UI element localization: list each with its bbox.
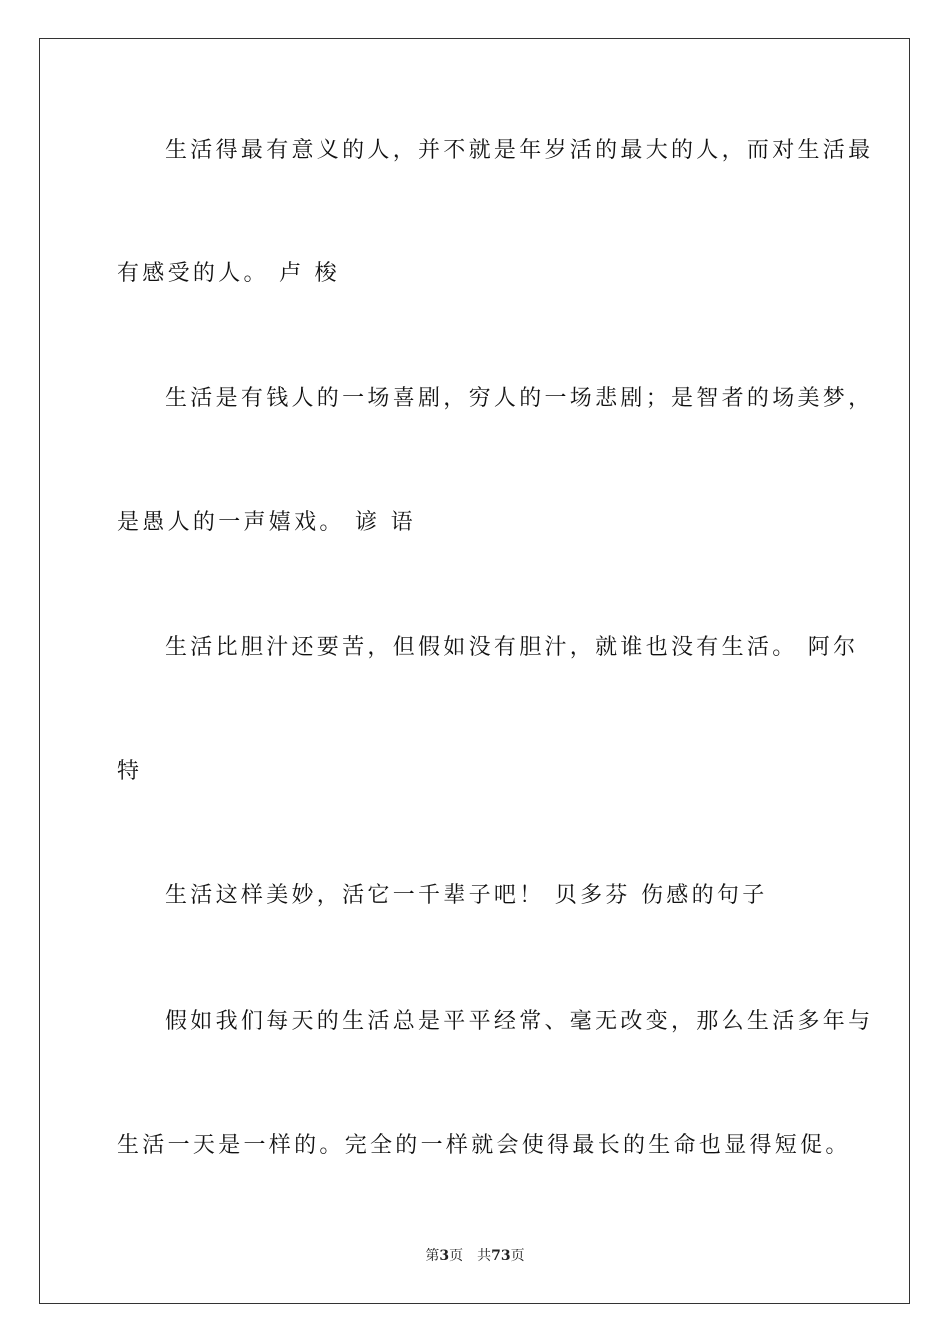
footer-page-number: 3 — [439, 1248, 450, 1264]
paragraph-line-1: 生活得最有意义的人，并不就是年岁活的最大的人，而对生活最 — [165, 138, 874, 163]
paragraph-line-9: 生活一天是一样的。完全的一样就会使得最长的生命也显得短促。 — [117, 1133, 851, 1158]
paragraph-line-4: 是愚人的一声嬉戏。 谚 语 — [117, 510, 416, 535]
paragraph-line-5: 生活比胆汁还要苦，但假如没有胆汁，就谁也没有生活。 阿尔 — [165, 635, 859, 660]
footer-total-prefix: 共 — [477, 1248, 492, 1264]
paragraph-line-2: 有感受的人。 卢 梭 — [117, 261, 340, 286]
page-footer — [0, 1246, 950, 1266]
paragraph-line-6: 特 — [117, 759, 143, 784]
paragraph-line-7: 生活这样美妙，活它一千辈子吧！ 贝多芬 伤感的句子 — [165, 883, 768, 908]
footer-page-prefix: 第 — [425, 1248, 440, 1264]
footer-total-pages: 73 — [491, 1248, 511, 1264]
paragraph-line-8: 假如我们每天的生活总是平平经常、毫无改变，那么生活多年与 — [165, 1009, 874, 1034]
page-frame — [39, 38, 910, 1304]
paragraph-line-3: 生活是有钱人的一场喜剧，穷人的一场悲剧；是智者的场美梦， — [165, 386, 874, 411]
footer-total-suffix: 页 — [510, 1248, 525, 1264]
footer-page-suffix: 页 — [449, 1248, 464, 1264]
